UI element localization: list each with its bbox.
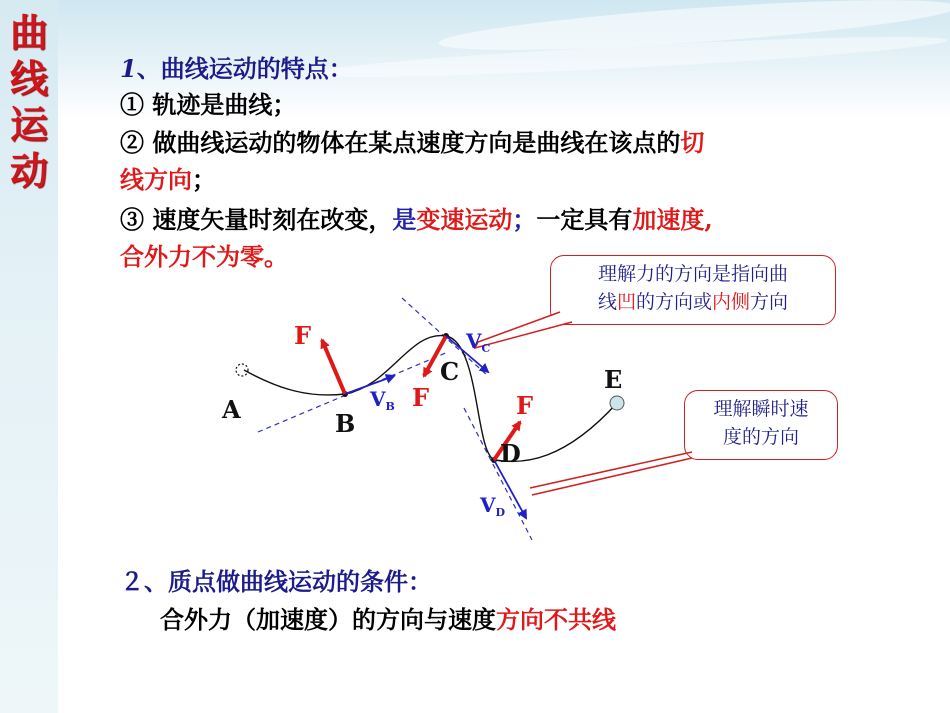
label-velocity-d	[479, 493, 506, 519]
label-point-b: B	[335, 409, 356, 438]
force-arrow-b	[322, 340, 345, 394]
item-3-text-d: ；	[512, 205, 537, 234]
item-3-text-f: 加速度,	[632, 205, 713, 234]
velocity-symbol: V	[480, 493, 496, 517]
callout-text: 方向	[750, 291, 789, 313]
callout-line-2: 度的方向	[722, 426, 799, 448]
end-point-marker	[610, 396, 624, 410]
tangent-line-d	[464, 408, 532, 540]
label-point-d: D	[500, 439, 521, 468]
item-3-text-b: 是	[392, 205, 417, 234]
section2-heading: ２、质点做曲线运动的条件：	[120, 567, 432, 596]
item-1: ① 轨迹是曲线；	[120, 90, 297, 119]
side-title-char-2: 线	[9, 57, 48, 101]
callout-line-1: 理解力的方向是指向曲	[597, 263, 788, 285]
callout-highlight: 内侧	[712, 291, 751, 313]
label-velocity-b	[369, 387, 395, 413]
label-point-a: A	[222, 395, 241, 424]
label-point-c: C	[440, 357, 460, 386]
section2-body	[160, 603, 616, 637]
item-2-end: ；	[192, 165, 216, 194]
item-3-line-2: 合外力不为零。	[120, 242, 288, 271]
callout-text: 线	[597, 291, 617, 313]
side-title-char-3: 运	[9, 103, 48, 147]
trajectory-curve	[244, 336, 617, 462]
label-velocity-c	[465, 329, 491, 355]
callout-line-1: 理解瞬时速	[713, 398, 809, 420]
item-2-highlight: 切	[680, 128, 705, 157]
item-2-highlight-2: 线方向	[120, 165, 192, 194]
label-force-b: F	[294, 321, 312, 350]
label-force-d: F	[516, 391, 534, 420]
section1-heading-text: 、曲线运动的特点：	[136, 54, 353, 83]
item-3-text-c: 变速运动	[416, 205, 513, 234]
velocity-subscript: B	[385, 400, 395, 413]
section2-text: 合外力（加速度）的方向与速度	[160, 605, 496, 634]
item-2-text: ② 做曲线运动的物体在某点速度方向是曲线在该点的	[120, 128, 681, 157]
side-title-char-4: 动	[9, 149, 48, 193]
section1-heading-num: 1	[120, 54, 137, 83]
item-3-text-e: 一定具有	[536, 205, 633, 234]
side-title-char-1: 曲	[9, 11, 48, 55]
section2-highlight: 方向不共线	[496, 605, 616, 634]
callout-highlight: 凹	[616, 291, 636, 313]
item-3-text-a: ③ 速度矢量时刻在改变，	[120, 205, 393, 234]
velocity-subscript: C	[481, 342, 491, 355]
callout-text: 的方向或	[635, 291, 712, 313]
start-point-marker	[236, 364, 248, 376]
label-force-c: F	[412, 383, 430, 412]
velocity-symbol: V	[466, 329, 482, 353]
velocity-symbol: V	[370, 387, 386, 411]
velocity-subscript: D	[495, 506, 506, 519]
label-point-e: E	[604, 365, 623, 394]
